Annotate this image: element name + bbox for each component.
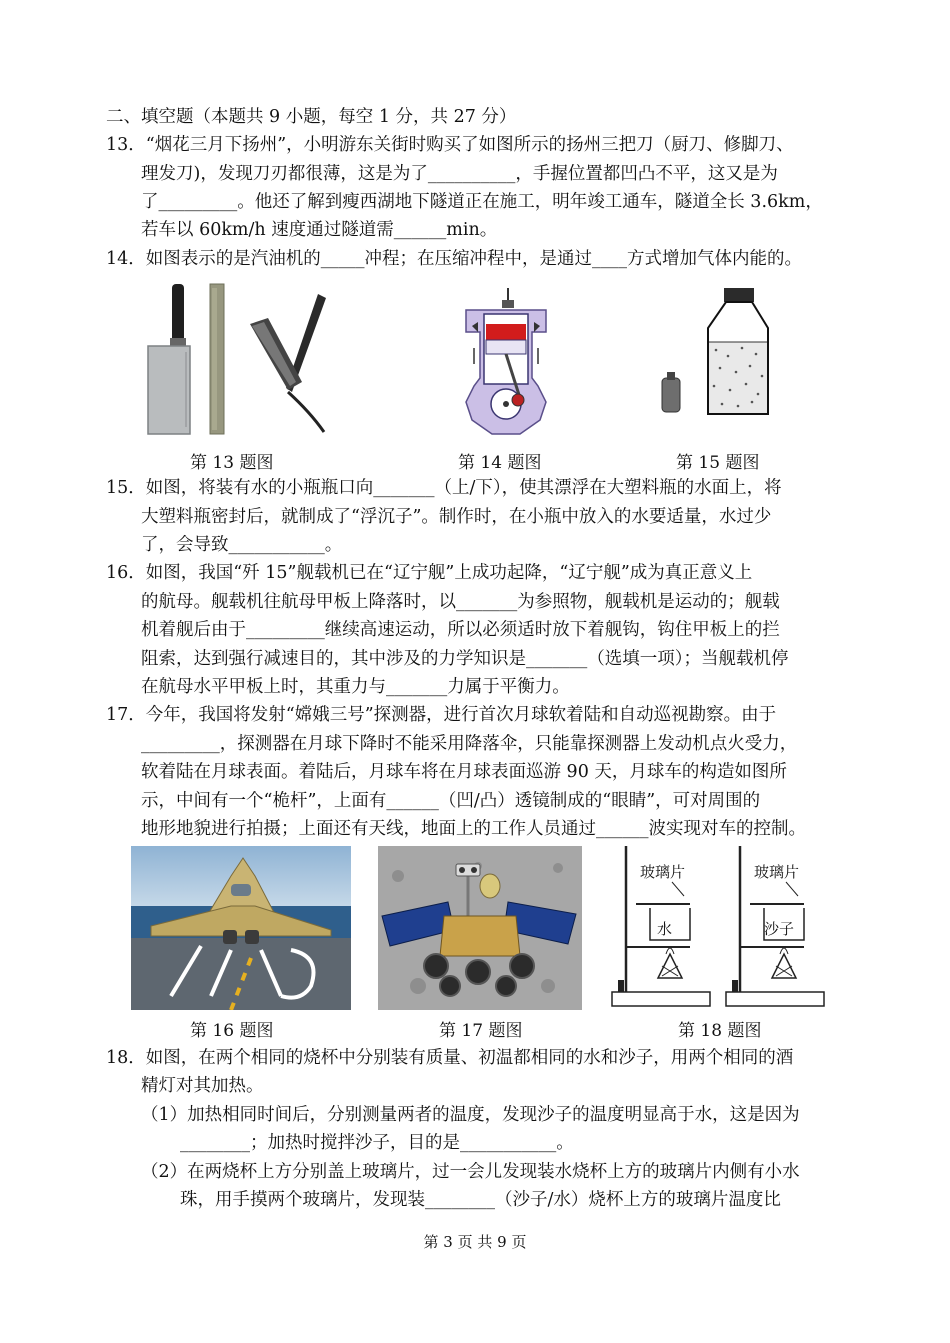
section-header: 二、填空题（本题共 9 小题，每空 1 分，共 27 分） — [106, 107, 517, 127]
q13-line-4: 若车以 60km/h 速度通过隧道需______min。 — [141, 220, 498, 240]
q16-line-2: 的航母。舰载机往航母甲板上降落时，以_______为参照物，舰载机是运动的；舰载 — [141, 592, 780, 612]
q15-line-3: 了，会导致___________。 — [141, 535, 343, 555]
q15-line-1: 15．如图，将装有水的小瓶瓶口向_______（上/下），使其漂浮在大塑料瓶的水面上，将 — [106, 478, 782, 498]
fig15-bottles-image — [656, 286, 774, 436]
q16-line-1: 16．如图，我国“歼 15”舰载机已在“辽宁舰”上成功起降，“辽宁舰”成为真正意义上 — [106, 563, 753, 583]
fig18-glass-label-right: 玻璃片 — [754, 863, 800, 881]
q15-line-2: 大塑料瓶密封后，就制成了“浮沉子”。制作时，在小瓶中放入的水要适量，水过少 — [141, 507, 772, 527]
q18-line-2: 精灯对其加热。 — [141, 1076, 264, 1096]
q16-line-4: 阻索，达到强行减速目的，其中涉及的力学知识是_______（选填一项）；当舰载机停 — [141, 649, 789, 669]
q13-line-1: 13．“烟花三月下扬州”，小明游东关街时购买了如图所示的扬州三把刀（厨刀、修脚刀、 — [106, 135, 794, 155]
q18-line-3: （1）加热相同时间后，分别测量两者的温度，发现沙子的温度明显高于水，这是因为 — [141, 1105, 800, 1125]
q17-line-2: _________，探测器在月球下降时不能采用降落伞，只能靠探测器上发动机点火受力， — [141, 734, 798, 754]
fig16-caption: 第 16 题图 — [190, 1021, 274, 1041]
fig16-jet-photo — [131, 846, 351, 1010]
q18-line-4: ________；加热时搅拌沙子，目的是___________。 — [180, 1133, 574, 1153]
q18-line-6: 珠，用手摸两个玻璃片，发现装________（沙子/水）烧杯上方的玻璃片温度比 — [180, 1190, 781, 1210]
fig18-sand-label: 沙子 — [764, 920, 795, 938]
fig17-rover-image — [378, 846, 582, 1010]
q17-line-5: 地形地貌进行拍摄；上面还有天线，地面上的工作人员通过______波实现对车的控制。 — [141, 819, 806, 839]
q18-line-5: （2）在两烧杯上方分别盖上玻璃片，过一会儿发现装水烧杯上方的玻璃片内侧有小水 — [141, 1162, 800, 1182]
page-footer: 第 3 页 共 9 页 — [423, 1233, 527, 1251]
fig13-caption: 第 13 题图 — [190, 453, 274, 473]
fig14-caption: 第 14 题图 — [458, 453, 542, 473]
q17-line-3: 软着陆在月球表面。着陆后，月球车将在月球表面巡游 90 天，月球车的构造如图所 — [141, 762, 787, 782]
fig13-knives-image — [140, 282, 340, 442]
q18-line-1: 18．如图，在两个相同的烧杯中分别装有质量、初温都相同的水和沙子，用两个相同的酒 — [106, 1048, 794, 1068]
fig17-caption: 第 17 题图 — [439, 1021, 523, 1041]
fig18-glass-label-left: 玻璃片 — [640, 863, 686, 881]
q13-line-3: 了_________。他还了解到瘦西湖地下隧道正在施工，明年竣工通车，隧道全长 3.6km， — [141, 192, 823, 212]
fig18-water-label: 水 — [657, 920, 673, 938]
q13-line-2: 理发刀)，发现刀刃都很薄，这是为了__________，手握位置都凹凸不平，这又是为 — [141, 164, 778, 184]
q14-line-1: 14．如图表示的是汽油机的_____冲程；在压缩冲程中，是通过____方式增加气体内能的。 — [106, 249, 803, 269]
q16-line-5: 在航母水平甲板上时，其重力与_______力属于平衡力。 — [141, 677, 570, 697]
q16-line-3: 机着舰后由于_________继续高速运动，所以必须适时放下着舰钩，钩住甲板上的拦 — [141, 620, 780, 640]
q17-line-4: 示，中间有一个“桅杆”，上面有______（凹/凸）透镜制成的“眼睛”，可对周围的 — [141, 791, 761, 811]
fig14-engine-image — [460, 286, 552, 436]
fig15-caption: 第 15 题图 — [676, 453, 760, 473]
fig18-caption: 第 18 题图 — [678, 1021, 762, 1041]
q17-line-1: 17．今年，我国将发射“嫦娥三号”探测器，进行首次月球软着陆和自动巡视勘察。由于 — [106, 705, 777, 725]
